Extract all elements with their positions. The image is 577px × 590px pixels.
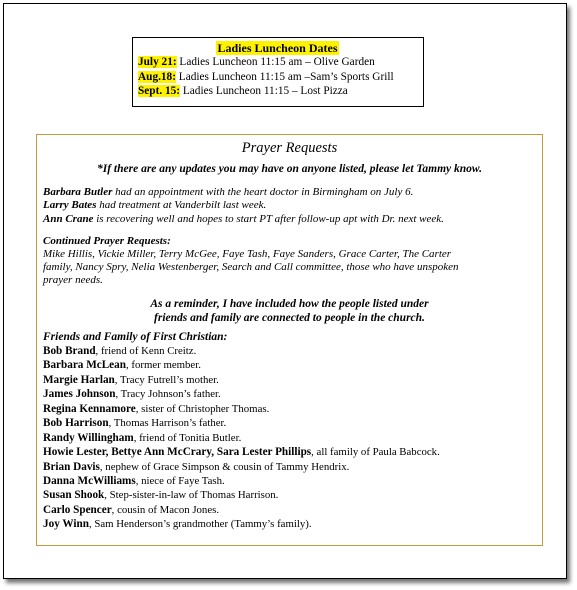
continued-heading: Continued Prayer Requests: [43,234,171,247]
prayer-requests-box [36,134,543,546]
friend-name: Bob Brand [43,344,96,357]
update-name: Larry Bates [43,199,97,212]
updates-list [43,186,536,226]
friends-family-list [43,331,536,532]
update-item [43,213,536,226]
prayer-title: Prayer Requests [241,140,338,156]
friend-name: Randy Willingham [43,431,134,444]
friend-item [43,344,536,358]
friend-item [43,503,536,517]
friend-name: James Johnson [43,388,116,401]
friend-relation: , nephew of Grace Simpson & cousin of Tammy Hendrix. [99,460,350,473]
reminder-line: friends and family are connected to people in the church. [154,311,425,324]
friend-name: Regina Kennamore [43,402,136,415]
luncheon-date: July 21: [138,56,177,68]
friend-item [43,460,536,474]
friend-item [43,416,536,430]
continued-line: prayer needs. [43,273,103,286]
luncheon-date: Aug.18: [138,70,176,83]
friend-name: Joy Winn [43,518,89,531]
luncheon-row [138,84,417,99]
continued-requests [43,235,536,287]
update-name: Ann Crane [43,212,94,225]
luncheon-date: Sept. 15: [138,85,181,97]
luncheon-row [138,55,417,70]
luncheon-detail: Ladies Luncheon 11:15 am – Olive Garden [176,56,375,68]
friend-name: Margie Harlan [43,373,115,386]
friend-name: Carlo Spencer [43,503,112,516]
friend-item [43,387,536,401]
friend-name: Bob Harrison [43,417,109,430]
friend-item [43,358,536,372]
friend-relation: , Step-sister-in-law of Thomas Harrison. [104,489,279,502]
friend-name: Barbara McLean [43,359,126,372]
reminder-line: As a reminder, I have included how the people listed under [150,297,429,310]
friend-relation: , sister of Christopher Thomas. [135,402,270,415]
friend-item [43,402,536,416]
update-item [43,186,536,199]
friend-relation: , cousin of Macon Jones. [111,503,220,516]
update-item [43,199,536,212]
luncheon-detail: Ladies Luncheon 11:15 am –Sam’s Sports Grill [175,70,394,83]
luncheon-row [138,70,417,85]
updates-note: *If there are any updates you may have on anyone listed, please let Tammy know. [96,163,483,175]
friend-relation: , Tracy Futrell’s mother. [114,373,219,386]
friend-relation: , Tracy Johnson’s father. [115,388,221,401]
luncheon-detail: Ladies Luncheon 11:15 – Lost Pizza [180,85,348,97]
continued-line: Mike Hillis, Vickie Miller, Terry McGee, Faye Tash, Faye Sanders, Grace Carter, The Carter [43,247,452,260]
friend-relation: , friend of Kenn Creitz. [95,344,197,357]
friend-item [43,517,536,531]
page-frame [3,3,567,579]
update-text: is recovering well and hopes to start PT after follow-up apt with Dr. next week. [93,212,444,225]
friend-relation: , Sam Henderson’s grandmother (Tammy’s family). [88,518,312,531]
friend-item [43,474,536,488]
luncheon-title: Ladies Luncheon Dates [217,41,338,55]
friends-heading: Friends and Family of First Christian: [43,330,228,343]
friend-relation: , all family of Paula Babcock. [311,446,440,459]
friend-relation: , friend of Tonitia Butler. [133,431,242,444]
friend-name: Brian Davis [43,460,100,473]
reminder-note [43,297,536,325]
continued-line: family, Nancy Spry, Nelia Westenberger, Search and Call committee, those who have unspoken [43,260,459,273]
friend-item [43,373,536,387]
friend-relation: , former member. [125,359,201,372]
update-text: had treatment at Vanderbilt last week. [96,199,267,212]
friend-name: Danna McWilliams [43,474,136,487]
luncheon-dates-box [132,37,424,107]
friend-relation: , Thomas Harrison’s father. [108,417,227,430]
friend-item [43,431,536,445]
friend-item [43,488,536,502]
update-text: had an appointment with the heart doctor in Birmingham on July 6. [112,186,414,198]
friend-name: Howie Lester, Bettye Ann McCrary, Sara Lester Phillips [43,446,312,459]
friend-relation: , niece of Faye Tash. [135,474,225,487]
friend-name: Susan Shook [43,489,105,502]
update-name: Barbara Butler [43,186,113,198]
friend-item [43,445,536,459]
friends-rows [43,344,536,532]
